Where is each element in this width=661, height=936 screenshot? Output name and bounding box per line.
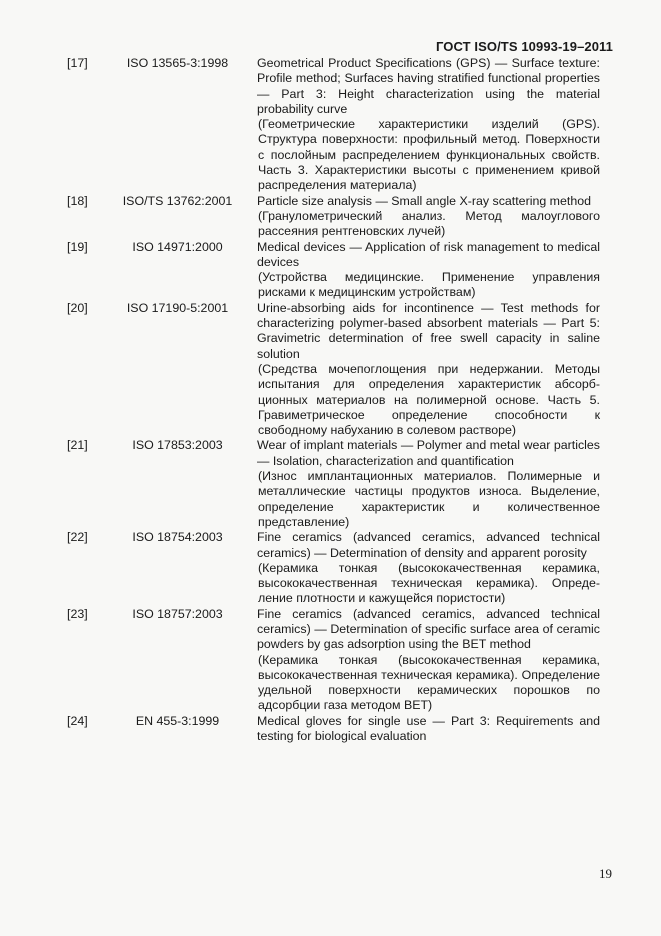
page-number: 19 (599, 866, 612, 881)
reference-description (257, 194, 600, 240)
standard-code: ISO/TS 13762:2001 (122, 193, 233, 208)
standard-code: ISO 18757:2003 (132, 606, 223, 621)
reference-number: [19] (67, 239, 88, 254)
english-title: Medical devices — Application of risk management to medical devices (257, 239, 600, 269)
reference-entry (0, 301, 661, 439)
standard-code: ISO 17853:2003 (132, 438, 223, 453)
reference-number: [23] (67, 606, 88, 621)
russian-title: (Износ имплантационных материалов. Полимерные и металлические частицы продуктов износа. Выделение, определение характеристик и количественное представление) (258, 469, 600, 529)
reference-entry (0, 438, 661, 530)
reference-entry (0, 240, 661, 301)
reference-description (257, 56, 600, 194)
reference-description (257, 530, 600, 606)
reference-description (257, 438, 600, 530)
english-title: Urine-absorbing aids for incontinence — Test methods for characterizing polymer-based absorbent materials — Part 5: Gravimetric determination of free swell capacity in saline solution (257, 300, 600, 361)
reference-number: [21] (67, 438, 88, 453)
reference-entry (0, 530, 661, 606)
standard-code: ISO 18754:2003 (132, 530, 223, 545)
standard-code: ISO 17190-5:2001 (126, 300, 229, 315)
english-title: Medical gloves for single use — Part 3: Requirements and testing for biological evaluation (257, 713, 600, 744)
reference-description (257, 714, 600, 745)
reference-entry (0, 714, 661, 745)
english-title: Fine ceramics (advanced ceramics, advanced technical ceramics) — Determination of specific surface area of ceramic powders by gas adsorption using the BET method (257, 606, 600, 652)
reference-description (257, 240, 600, 301)
standard-code: EN 455-3:1999 (135, 713, 220, 728)
reference-description (257, 301, 600, 439)
standard-code: ISO 13565-3:1998 (126, 56, 229, 70)
english-title: Particle size analysis — Small angle X-ray scattering method (257, 193, 591, 208)
english-title: Fine ceramics (advanced ceramics, advanced technical ceramics) — Determination of density and apparent porosity (257, 530, 600, 560)
reference-number: [24] (67, 713, 88, 728)
russian-title: (Керамика тонкая (высококачественная керамика, высококачественная техническая керамика). Определение удельной поверхности керамических порошков по адсорбции газа методом BET) (258, 652, 600, 713)
reference-number: [20] (67, 300, 88, 315)
bibliography-list (0, 56, 661, 744)
russian-title: (Гранулометрический анализ. Метод малоуглового рассеяния рентгеновских лучей) (258, 208, 600, 239)
document-header: ГОСТ ISO/TS 10993-19–2011 (435, 39, 613, 54)
russian-title: (Геометрические характеристики изделий (GPS). Структура поверхности: профильный метод. Поверхности с послойным распределением функциональных свойств. Часть 3. Характеристики высоты с применением кривой распределения материала) (258, 117, 600, 193)
russian-title: (Керамика тонкая (высококачественная керамика, высококачественная техническая керамика). Опреде-ление плотности и кажущейся пористости) (258, 560, 600, 606)
reference-number: [18] (67, 193, 88, 208)
reference-number: [22] (67, 530, 88, 545)
english-title: Wear of implant materials — Polymer and metal wear particles — Isolation, characterization and quantification (257, 438, 600, 468)
russian-title: (Средства мочепоглощения при недержании. Методы испытания для определения характеристик абсорб-ционных материалов на полимерной основе. Часть 5. Гравиметрическое определение способности к свободному набуханию в солевом растворе) (258, 361, 600, 438)
reference-entry (0, 194, 661, 240)
reference-entry (0, 56, 661, 194)
standard-code: ISO 14971:2000 (132, 239, 223, 254)
reference-entry (0, 607, 661, 714)
reference-number: [17] (67, 56, 88, 70)
english-title: Geometrical Product Specifications (GPS) — Surface texture: Profile method; Surfaces having stratified functional properties — Part 3: Height characterization using the material probability curve (257, 56, 600, 116)
russian-title: (Устройства медицинские. Применение управления рисками к медицинским устройствам) (258, 270, 600, 300)
reference-description (257, 607, 600, 714)
